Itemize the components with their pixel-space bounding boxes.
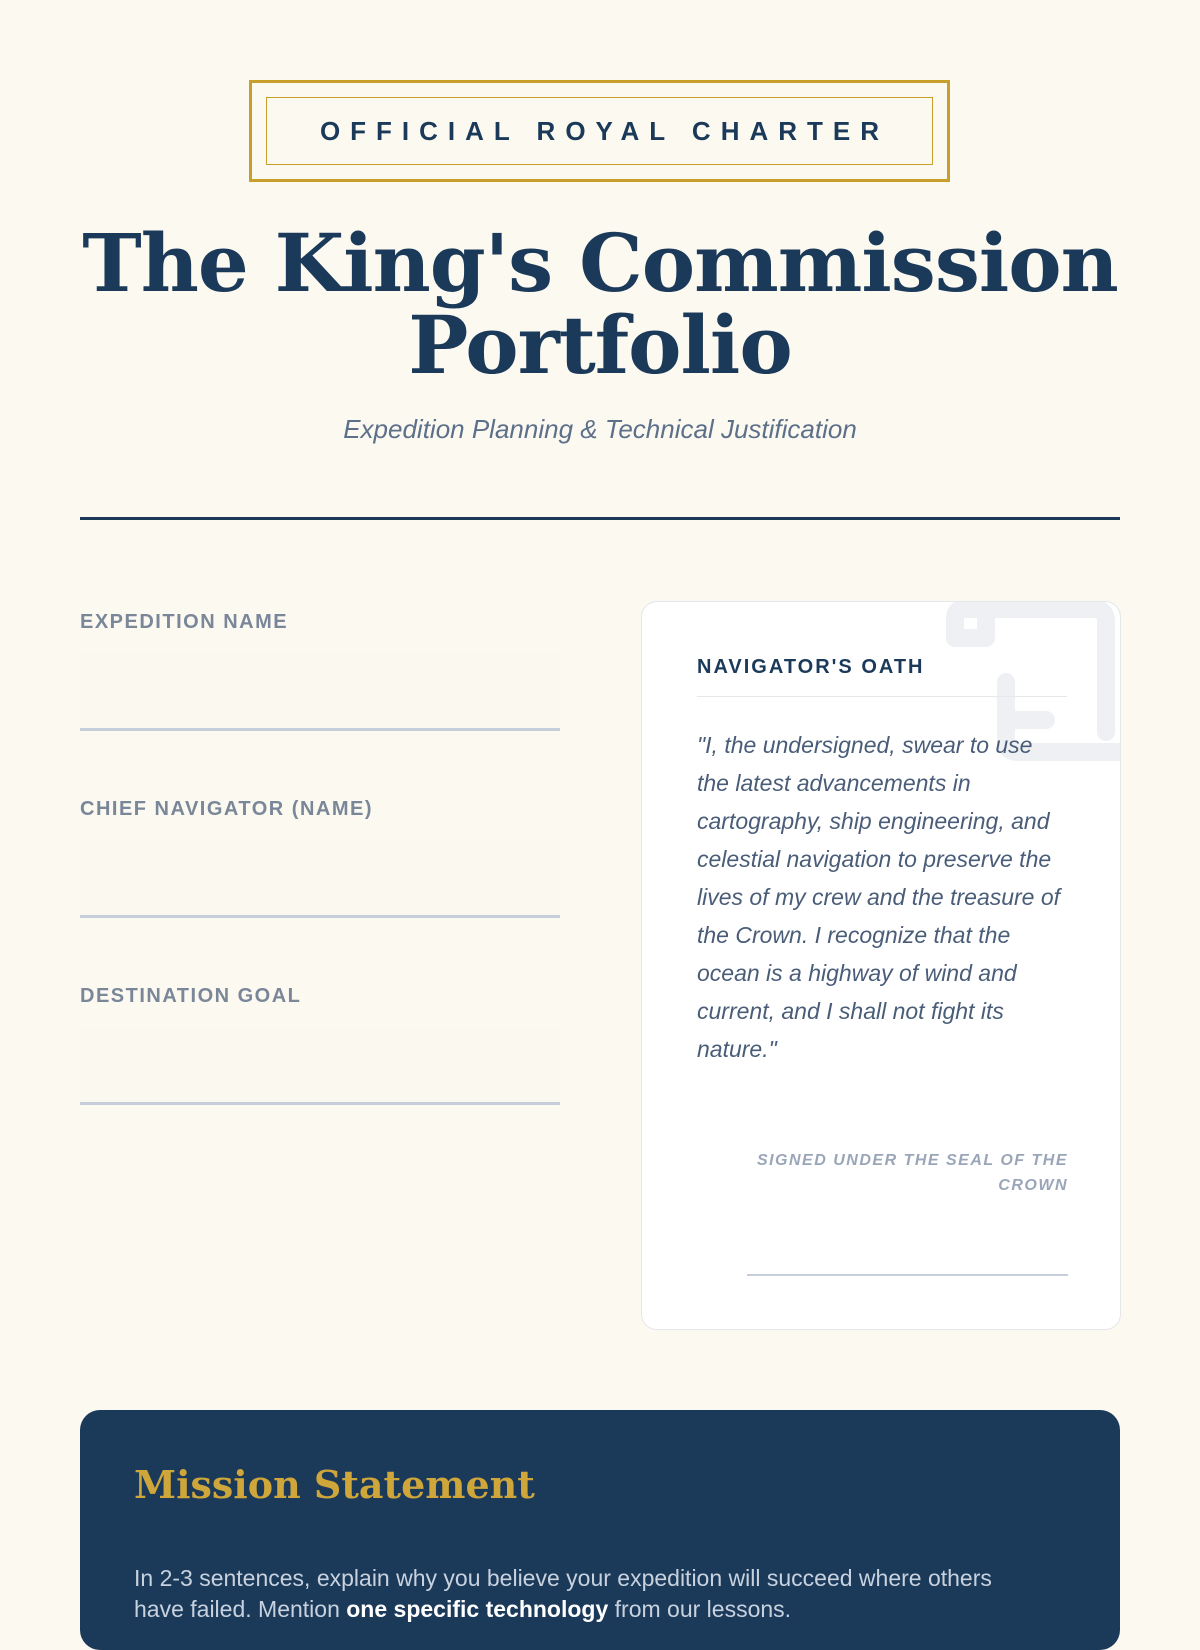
expedition-name-label: EXPEDITION NAME [80, 611, 289, 633]
royal-charter-badge-text: OFFICIAL ROYAL CHARTER [319, 115, 890, 146]
mission-statement-instructions [134, 1563, 1034, 1625]
royal-charter-badge-inner [266, 97, 933, 165]
header-divider [80, 517, 1120, 520]
page-title: The King's Commission Portfolio [82, 216, 1118, 392]
oath-heading: NAVIGATOR'S OATH [697, 656, 925, 678]
mission-text-before: In 2-3 sentences, explain why you believe your expedition will succeed where others have failed. Mention [134, 1565, 992, 1622]
destination-goal-input[interactable] [80, 1027, 560, 1105]
navigators-oath-card [641, 601, 1121, 1330]
page-subtitle: Expedition Planning & Technical Justification [343, 414, 857, 444]
mission-statement-title: Mission Statement [134, 1462, 535, 1507]
mission-statement-panel [80, 1410, 1120, 1650]
mission-text-bold: one specific technology [346, 1596, 609, 1622]
oath-seal-caption: SIGNED UNDER THE SEAL OF THE CROWN [756, 1152, 1068, 1194]
mission-text-after: from our lessons. [608, 1596, 792, 1622]
chief-navigator-label: CHIEF NAVIGATOR (NAME) [80, 798, 373, 820]
expedition-name-input[interactable] [80, 653, 560, 731]
royal-charter-badge [249, 80, 950, 182]
oath-text: "I, the undersigned, swear to use the latest advancements in cartography, ship engineering, and celestial navigation to preserve the lives of my crew and the treasure of the Crown. I recognize that the ocean is a highway of wind and current, and I shall not fight its nature." [697, 732, 1061, 1062]
chief-navigator-input[interactable] [80, 840, 560, 918]
oath-divider [697, 696, 1067, 697]
signature-line[interactable] [747, 1274, 1068, 1276]
destination-goal-label: DESTINATION GOAL [80, 985, 302, 1007]
